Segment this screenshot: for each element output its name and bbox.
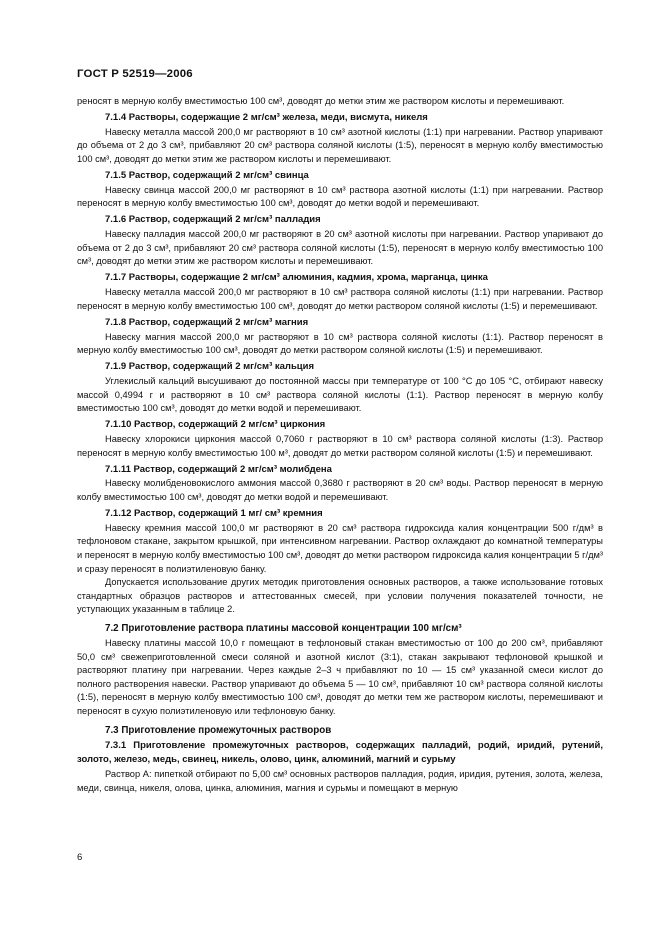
heading-7-1-9: 7.1.9 Раствор, содержащий 2 мг/см³ кальция [105,361,315,373]
document-body [77,95,603,795]
paragraph-7-1-4: Навеску металла массой 200,0 мг растворяют в 10 см³ азотной кислоты (1:1) при нагревании. Раствор упаривают до объема от 2 до 3 см³, прибавляют 20 см³ раствора соляной кислоты (1:5), переносят в мерную колбу вместимостью 100 см³, доводят до метки этим же раствором кислоты и перемешивают. [77,126,603,164]
paragraph-7-1-7: Навеску металла массой 200,0 мг растворяют в 10 см³ раствора соляной кислоты (1:1) при нагревании. Раствор переносят в мерную колбу вместимостью 100 см³, доводят до метки раствором соляной кислоты (1:5) и перемешивают. [77,287,603,311]
heading-7-1-6: 7.1.6 Раствор, содержащий 2 мг/см³ палладия [105,214,321,226]
paragraph-7-1-12: Навеску кремния массой 100,0 мг растворяют в 20 см³ раствора гидроксида калия концентрации 500 г/дм³ в тефлоновом стакане, закрытом крышкой, при интенсивном нагревании. Раствор охлаждают до комнатной температуры и переносят в мерную колбу вместимостью 100 см³, доводят до метки раствором гидроксида калия концентрации 5 г/дм³ и сразу переносят в полиэтиленовую банку. [77,522,603,574]
heading-7-1-8: 7.1.8 Раствор, содержащий 2 мг/см³ магния [105,316,309,328]
paragraph-7-1-10: Навеску хлорокиси циркония массой 0,7060 г растворяют в 10 см³ раствора соляной кислоты (1:3). Раствор переносят в мерную колбу вместимостью 100 м³, доводят до метки раствором соляной кислоты (1:5) и перемешивают. [77,434,603,458]
paragraph-7-1-11: Навеску молибденовокислого аммония массой 0,3680 г растворяют в 20 см³ воды. Раствор переносят в мерную колбу вместимостью 100 см³, доводят до метки водой и перемешивают. [77,478,603,503]
paragraph-7-2: Навеску платины массой 10,0 г помещают в тефлоновый стакан вместимостью от 100 до 200 см³, прибавляют 50,0 см³ свежеприготовленной смеси соляной и азотной кислот (3:1), стакан закрывают тефлоновой крышкой и растворяют платину при нагревании. Через каждые 2–3 ч прибавляют по 10 — 15 см³ указанной смеси кислот до полного растворения навески. Раствор упаривают до объема 5 — 10 см³, прибавляют 10 см³ раствора соляной кислоты (1:5), переносят в мерную колбу вместимостью 100 см³, доводят до метки тем же раствором кислоты, перемешивают и переносят в сухую полиэтиленовую или тефлоновую банку. [77,638,603,716]
heading-7-2: 7.2 Приготовление раствора платины массовой концентрации 100 мг/см³ [105,622,462,634]
paragraph-allowance: Допускается использование других методик приготовления основных растворов, а также использование готовых стандартных образцов растворов и аттестованных смесей, при условии получения показателей точности, не уступающих указанным в таблице 2. [77,577,603,615]
heading-7-1-4: 7.1.4 Растворы, содержащие 2 мг/см³ железа, меди, висмута, никеля [105,111,428,123]
paragraph-7-1-9: Углекислый кальций высушивают до постоянной массы при температуре от 100 °С до 105 °С, отбирают навеску массой 0,4994 г и растворяют в 10 см³ раствора соляной кислоты (1:1). Раствор переносят в мерную колбу вместимостью 100 см³, доводят до метки водой и перемешивают. [77,376,603,414]
heading-7-1-11: 7.1.11 Раствор, содержащий 2 мг/см³ молибдена [105,463,332,475]
heading-7-1-7: 7.1.7 Растворы, содержащие 2 мг/см³ алюминия, кадмия, хрома, марганца, цинка [105,272,488,284]
heading-7-3: 7.3 Приготовление промежуточных растворов [105,724,332,736]
paragraph-intro: реносят в мерную колбу вместимостью 100 см³, доводят до метки этим же раствором кислоты и перемешивают. [77,96,565,106]
paragraph-7-1-6: Навеску палладия массой 200,0 мг растворяют в 20 см³ азотной кислоты при нагревании. Раствор упаривают до объема от 2 до 3 см³, прибавляют 20 см³ раствора соляной кислоты (1:5), переносят в мерную колбу вместимостью 100 см³, доводят до метки этим же раствором кислоты и перемешивают. [77,229,603,267]
paragraph-7-3-1: Раствор А: пипеткой отбирают по 5,00 см³ основных растворов палладия, родия, иридия, рутения, золота, железа, меди, свинца, никеля, олова, цинка, алюминия, магния и сурьмы и помещают в мерную [77,768,603,793]
heading-7-3-1: 7.3.1 Приготовление промежуточных растворов, содержащих палладий, родий, иридий, рутений, золото, железо, медь, свинец, никель, олово, цинк, алюминий, магний и сурьму [77,740,603,766]
paragraph-7-1-8: Навеску магния массой 200,0 мг растворяют в 10 см³ раствора соляной кислоты (1:1). Раствор переносят в мерную колбу вместимостью 100 см³, доводят до метки раствором соляной кислоты (1:5) и перемешивают. [77,331,603,356]
heading-7-1-12: 7.1.12 Раствор, содержащий 1 мг/ см³ кремния [105,507,323,519]
page-number: 6 [77,852,83,863]
heading-7-1-5: 7.1.5 Раствор, содержащий 2 мг/см³ свинца [105,169,309,181]
heading-7-1-10: 7.1.10 Раствор, содержащий 2 мг/см³ циркония [105,419,326,431]
paragraph-7-1-5: Навеску свинца массой 200,0 мг растворяют в 10 см³ раствора азотной кислоты (1:1) при нагревании. Раствор переносят в мерную колбу вместимостью 100 см³, доводят до метки водой и перемешивают. [77,184,603,209]
document-header: ГОСТ Р 52519—2006 [77,68,193,80]
